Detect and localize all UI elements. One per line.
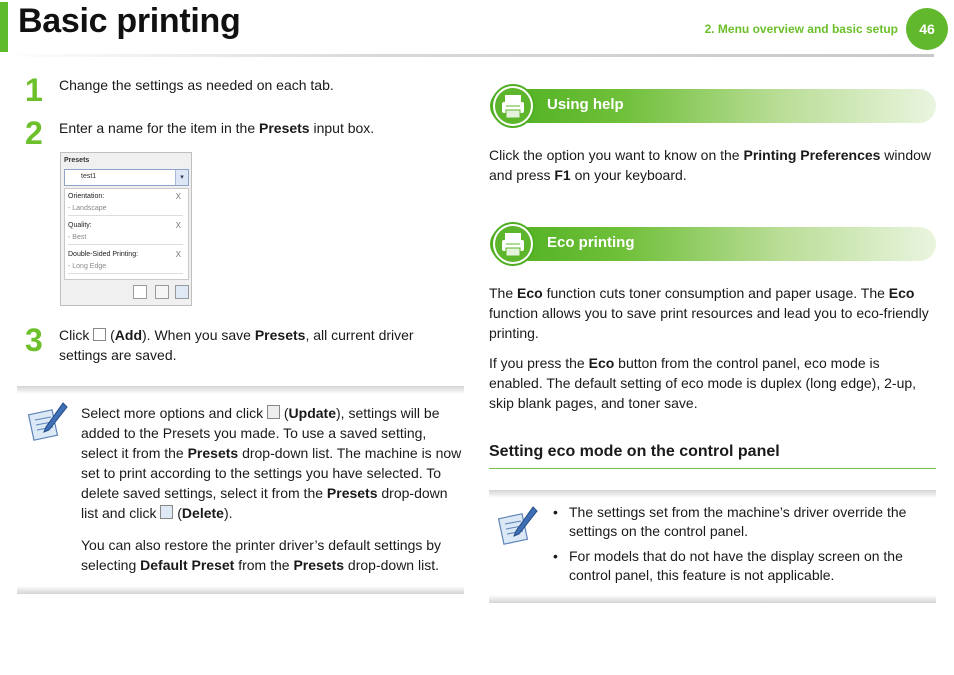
step-3-number: 3	[25, 322, 43, 358]
eco-printing-heading: Eco printing	[547, 234, 635, 251]
step-1-text: Change the settings as needed on each tab.	[59, 77, 334, 93]
list-item: Quality: - Best X	[68, 218, 183, 245]
delete-icon	[160, 505, 173, 519]
update-preset-icon	[155, 285, 169, 299]
presets-heading: Presets	[64, 157, 90, 164]
note-pencil-icon	[27, 400, 71, 447]
note-bottom-shade	[489, 595, 936, 603]
remove-icon: X	[175, 250, 181, 259]
note-paragraph-2: You can also restore the printer driver’s default settings by selecting Default Preset from the Presets drop-down list.	[81, 537, 442, 573]
step-3-text: Click (Add). When you save Presets, all current driver settings are saved.	[59, 327, 414, 363]
chevron-down-icon: ▾	[175, 170, 188, 185]
note-box	[17, 386, 464, 594]
note-box	[489, 490, 936, 603]
eco-note-list	[549, 503, 929, 591]
presets-combo	[64, 169, 189, 186]
note-bottom-shade	[17, 586, 464, 594]
eco-paragraph-2: If you press the Eco button from the control panel, eco mode is enabled. The default setting of eco mode is duplex (long edge), 2-up, skip blank pages, and toner save.	[489, 355, 917, 411]
using-help-heading: Using help	[547, 96, 624, 113]
note-top-shade	[17, 386, 464, 394]
step-1-number: 1	[25, 72, 43, 108]
presets-settings-list	[64, 188, 189, 280]
note-top-shade	[489, 490, 936, 498]
note-pencil-icon	[497, 504, 541, 551]
list-item: Double-Sided Printing: - Long Edge X	[68, 247, 183, 274]
add-preset-icon	[133, 285, 147, 299]
header-divider	[0, 54, 934, 57]
list-item: Orientation: - Landscape X	[68, 189, 183, 216]
presets-dialog-screenshot	[60, 152, 192, 306]
remove-icon: X	[175, 192, 181, 201]
page-number-badge: 46	[906, 8, 948, 50]
printer-icon	[491, 222, 535, 266]
remove-icon: X	[175, 221, 181, 230]
step-2-number: 2	[25, 115, 43, 151]
page-title: Basic printing	[18, 2, 241, 40]
printer-icon	[491, 84, 535, 128]
add-icon	[93, 328, 106, 341]
delete-preset-icon	[175, 285, 189, 299]
list-item: • The settings set from the machine’s driver override the settings on the control panel.	[549, 503, 929, 541]
list-item: • For models that do not have the display screen on the control panel, this feature is not applicable.	[549, 547, 929, 585]
chapter-link[interactable]: 2. Menu overview and basic setup	[704, 22, 898, 36]
step-2-text: Enter a name for the item in the Presets input box.	[59, 120, 375, 136]
eco-paragraph-1: The Eco function cuts toner consumption and paper usage. The Eco function allows you to save print resources and lead you to eco-friendly printing.	[489, 285, 929, 341]
presets-combo-value: test1	[81, 173, 97, 180]
eco-control-panel-subheading: Setting eco mode on the control panel	[489, 443, 780, 460]
title-accent-bar	[0, 2, 8, 52]
using-help-text: Click the option you want to know on the Printing Preferences window and press F1 on your keyboard.	[489, 147, 932, 183]
update-icon	[267, 405, 280, 419]
note-paragraph-1: Select more options and click (Update), settings will be added to the Presets you made. To use a saved setting, select it from the Presets drop-down list. The machine is now set to print according to the settings you have selected. To delete saved settings, select it from the Presets drop-down list and click (Delete).	[81, 405, 462, 521]
subheading-rule	[489, 468, 936, 469]
